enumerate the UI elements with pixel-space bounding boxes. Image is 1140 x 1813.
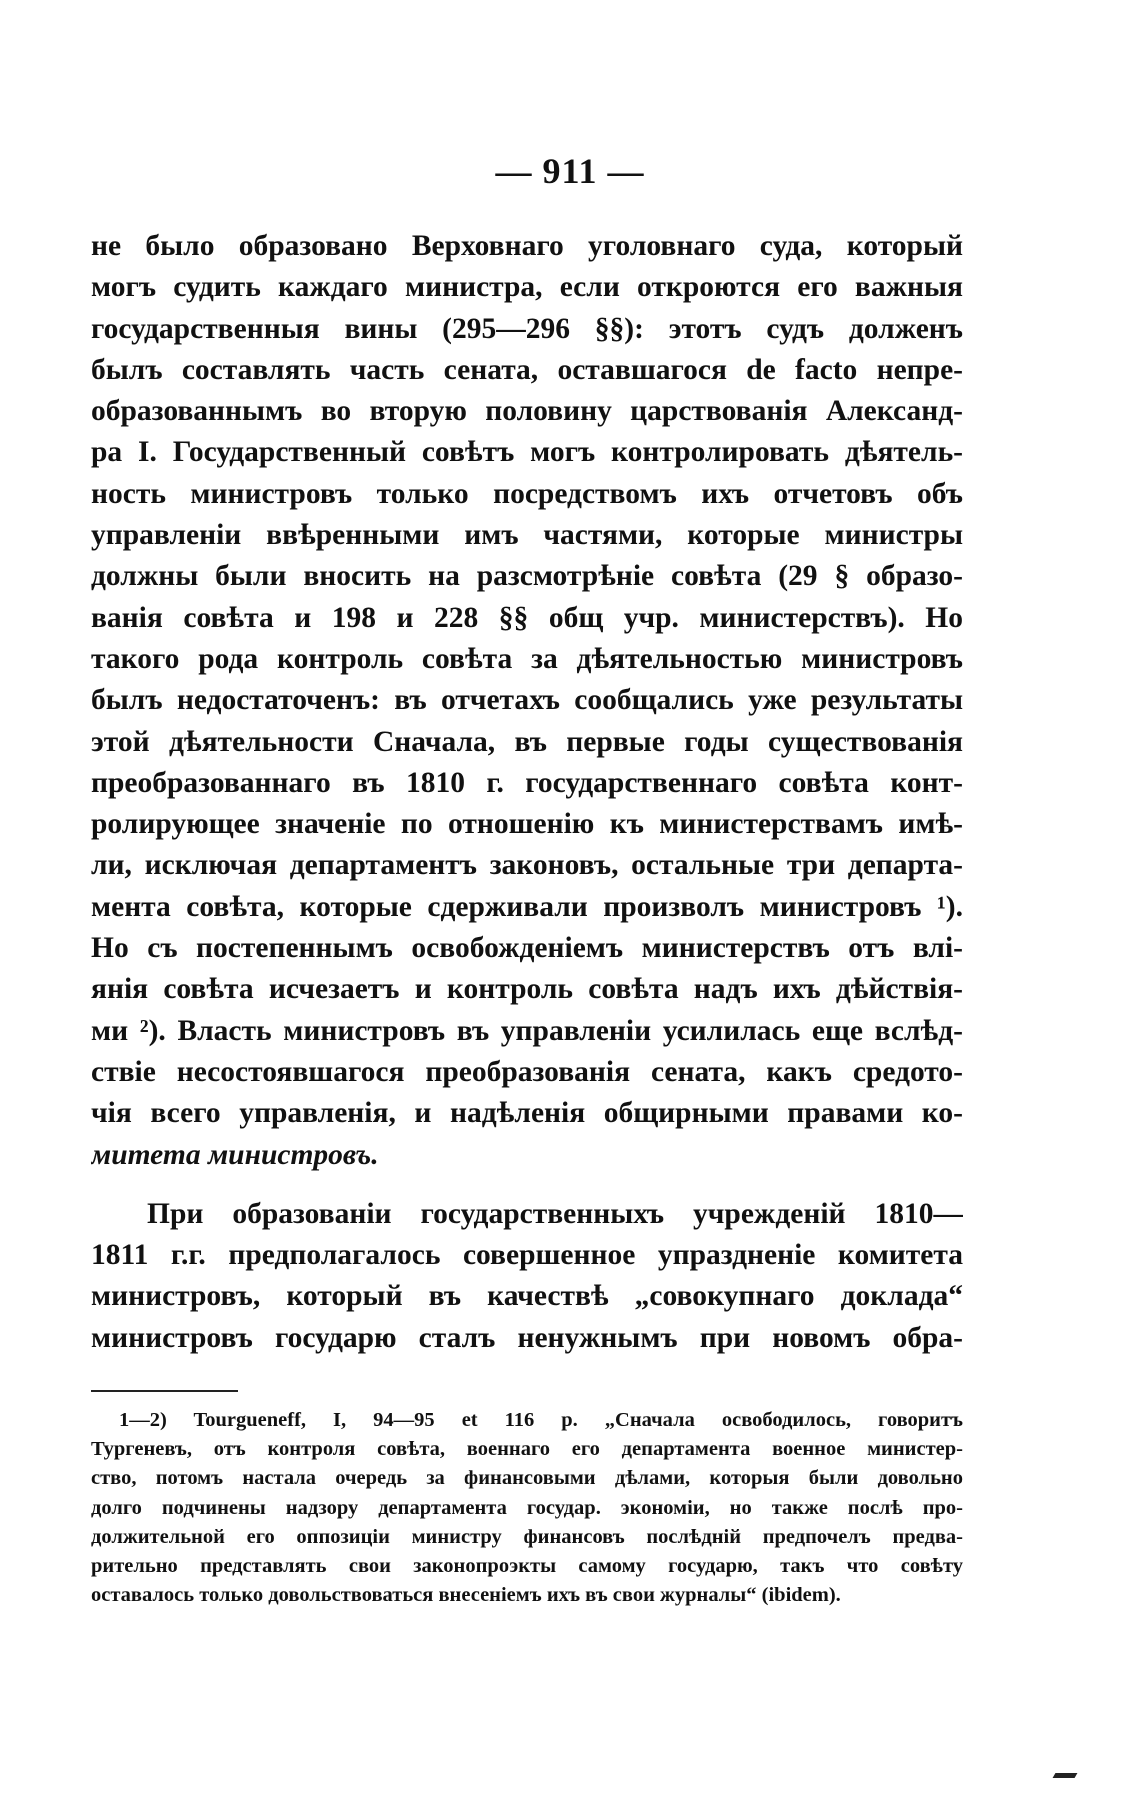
text-line: былъ составлять часть сената, оставшагося de facto непре- [91, 353, 963, 386]
text-line: Но съ постепеннымъ освобожденіемъ министерствъ отъ влі- [91, 932, 963, 965]
text-line: государственныя вины (295—296 §§): этотъ судъ долженъ [91, 312, 963, 345]
text-line: ствіе несостоявшагося преобразованія сената, какъ средото- [91, 1055, 963, 1088]
body-text [91, 226, 963, 1359]
paragraph-gap [91, 1176, 963, 1194]
page-number: — 911 — [495, 151, 645, 191]
text-line: такого рода контроль совѣта за дѣятельностью министровъ [91, 642, 963, 675]
footnote-line: должительной его оппозиціи министру финансовъ послѣдній предпочелъ предва- [91, 1525, 963, 1548]
text-line: этой дѣятельности Сначала, въ первые годы существованія [91, 725, 963, 758]
footnote-line: ство, потомъ настала очередь за финансовыми дѣлами, которыя были довольно [91, 1467, 963, 1490]
italic-text-line: митета министровъ. [91, 1138, 379, 1171]
text-line: 1811 г.г. предполагалось совершенное упраздненіе комитета [91, 1239, 963, 1272]
text-line: ра I. Государственный совѣтъ могъ контролировать дѣятель- [91, 436, 963, 469]
text-line: преобразованнаго въ 1810 г. государственнаго совѣта конт- [91, 766, 963, 799]
text-line: управленіи ввѣренными имъ частями, которые министры [91, 519, 963, 552]
footnotes [91, 1406, 963, 1610]
text-line: мента совѣта, которые сдерживали произволъ министровъ ¹). [91, 890, 963, 923]
text-line: должны были вносить на разсмотрѣніе совѣта (29 § образо- [91, 560, 963, 593]
text-line: чія всего управленія, и надѣленія общирными правами ко- [91, 1097, 963, 1130]
text-line: ность министровъ только посредствомъ ихъ отчетовъ объ [91, 477, 963, 510]
text-line: ролирующее значеніе по отношенію къ министерствамъ имѣ- [91, 808, 963, 841]
footnote-line: долго подчинены надзору департамента государ. экономіи, но также послѣ про- [91, 1496, 963, 1519]
printer-mark [1053, 1773, 1078, 1778]
paragraph-start-line: При образованіи государственныхъ учрежденій 1810— [147, 1197, 963, 1230]
text-line: министровъ государю сталъ ненужнымъ при новомъ обра- [91, 1321, 963, 1354]
text-line: не было образовано Верховнаго уголовнаго суда, который [91, 230, 963, 262]
footnote-separator [91, 1390, 238, 1392]
text-line: янія совѣта исчезаетъ и контроль совѣта надъ ихъ дѣйствія- [91, 973, 963, 1006]
footnote-line: оставалось только довольствоваться внесеніемъ ихъ въ свои журналы“ (ibidem). [91, 1584, 841, 1607]
text-line: ми ²). Власть министровъ въ управленіи усилилась еще вслѣд- [91, 1014, 963, 1047]
footnote-line: Тургеневъ, отъ контроля совѣта, военнаго его департамента военное министер- [91, 1438, 963, 1461]
text-line: могъ судить каждаго министра, если откроются его важныя [91, 271, 963, 304]
footnote-line: рительно представлять свои законопроэкты самому государю, такъ что совѣту [91, 1554, 963, 1577]
text-line: ванія совѣта и 198 и 228 §§ общ учр. министерствъ). Но [91, 601, 963, 634]
text-line: былъ недостаточенъ: въ отчетахъ сообщались уже результаты [91, 684, 963, 717]
text-line: ли, исключая департаментъ законовъ, остальные три департа- [91, 849, 963, 882]
text-line: образованнымъ во вторую половину царствованія Александ- [91, 395, 963, 428]
footnote-line: 1—2) Tourgueneff, I, 94—95 et 116 p. „Сначала освободилось, говоритъ [119, 1409, 963, 1431]
text-line: министровъ, который въ качествѣ „совокупнаго доклада“ [91, 1280, 963, 1313]
